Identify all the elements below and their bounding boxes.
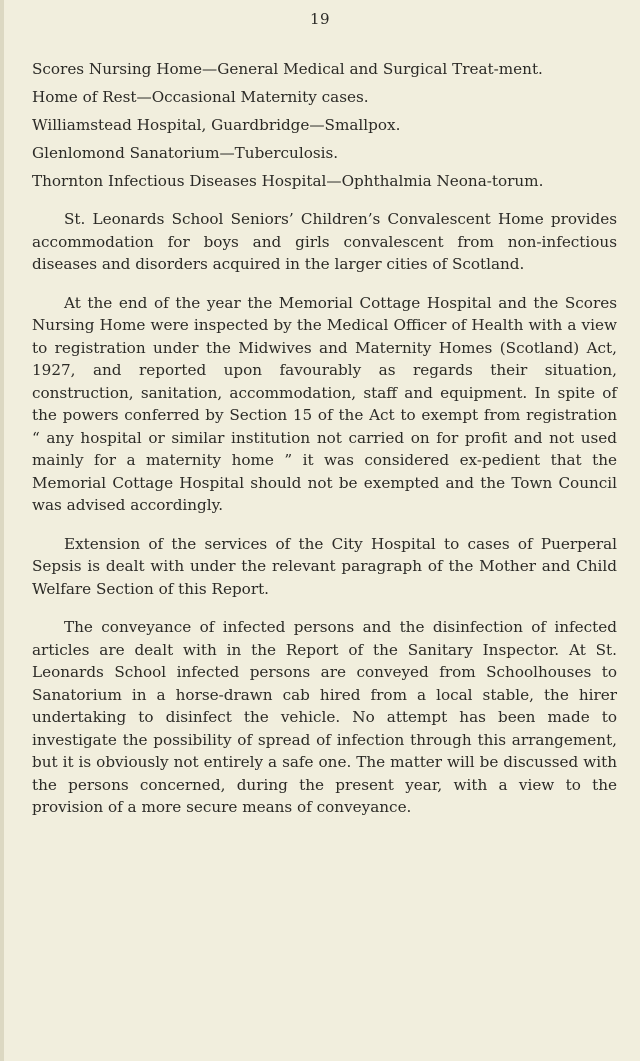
- paragraph-registration: At the end of the year the Memorial Cottage Hospital and the Scores Nursing Home were inspected by the Medical Officer of Health with a view to registration under the Midwives and Maternity Homes (Scotland) Act, 1927, and reported upon favourably as regards their situation, construction, sanitation, accommodation, staff and equipment. In spite of the powers conferred by Section 15 of the Act to exempt from registration “ any hospital or similar institution not carried on for profit and not used mainly for a maternity home ” it was considered ex-pedient that the Memorial Cottage Hospital should not be exempted and the Town Council was advised accordingly.: [32, 293, 617, 514]
- institution-entry: Thornton Infectious Diseases Hospital—Ophthalmia Neona-torum.: [32, 172, 544, 190]
- institution-entry: Home of Rest—Occasional Maternity cases.: [32, 88, 369, 106]
- institution-entry: Scores Nursing Home—General Medical and Surgical Treat-ment.: [32, 60, 543, 78]
- paragraph-convalescent-home: St. Leonards School Seniors’ Children’s Convalescent Home provides accommodation for boys and girls convalescent from non-infectious diseases and disorders acquired in the larger cities of Scotland.: [32, 210, 617, 273]
- institution-entry: Glenlomond Sanatorium—Tuberculosis.: [32, 144, 339, 162]
- page-body: [32, 58, 617, 835]
- paragraph-puerperal-sepsis: Extension of the services of the City Hospital to cases of Puerperal Sepsis is dealt with under the relevant paragraph of the Mother and Child Welfare Section of this Report.: [32, 534, 617, 598]
- page-edge-shadow: [0, 0, 4, 1061]
- page-number: 19: [309, 10, 331, 28]
- institution-entry: Williamstead Hospital, Guardbridge—Smallpox.: [32, 116, 401, 134]
- paragraph-conveyance: The conveyance of infected persons and the disinfection of infected articles are dealt with in the Report of the Sanitary Inspector. At St. Leonards School infected persons are conveyed from Schoolhouses to Sanatorium in a horse-drawn cab hired from a local stable, the hirer undertaking to disinfect the vehicle. No attempt has been made to investigate the possibility of spread of infection through this arrangement, but it is obviously not entirely a safe one. The matter will be discussed with the persons concerned, during the present year, with a view to the provision of a more secure means of conveyance.: [32, 618, 617, 816]
